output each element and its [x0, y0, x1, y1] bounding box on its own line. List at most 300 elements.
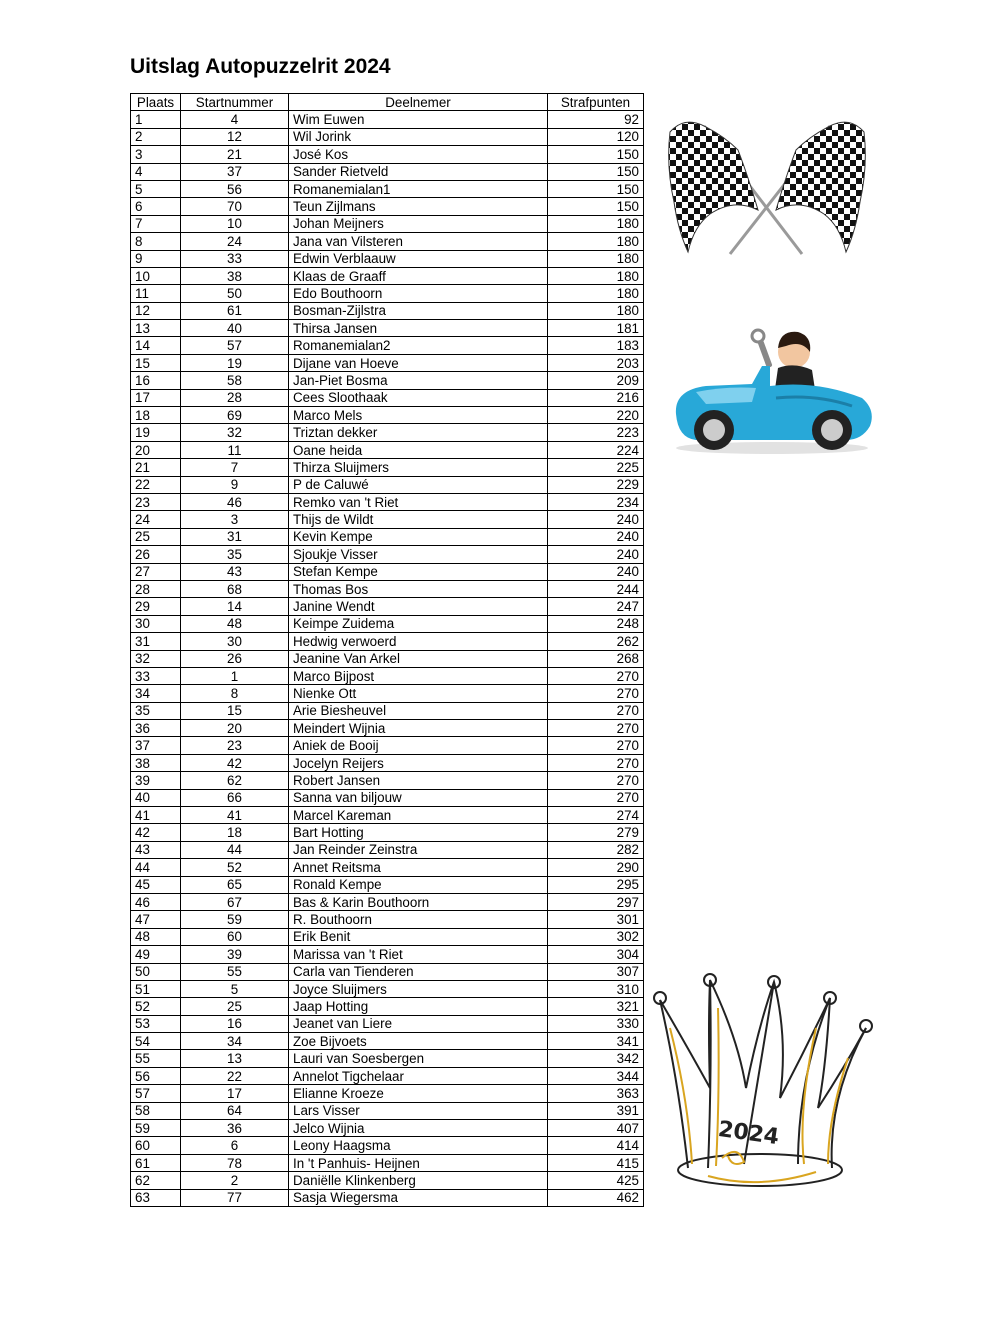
cell-plaats: 56	[131, 1067, 181, 1084]
table-row	[131, 580, 644, 597]
cell-plaats: 32	[131, 650, 181, 667]
cell-startnummer: 59	[181, 911, 289, 928]
table-row	[131, 389, 644, 406]
cell-strafpunten: 307	[548, 963, 644, 980]
table-row	[131, 1189, 644, 1206]
cell-deelnemer: Jan Reinder Zeinstra	[289, 841, 548, 858]
cell-plaats: 50	[131, 963, 181, 980]
cell-plaats: 45	[131, 876, 181, 893]
cell-strafpunten: 270	[548, 754, 644, 771]
cell-plaats: 15	[131, 354, 181, 371]
table-row	[131, 1102, 644, 1119]
cell-plaats: 55	[131, 1050, 181, 1067]
table-row	[131, 163, 644, 180]
cell-plaats: 58	[131, 1102, 181, 1119]
cell-startnummer: 21	[181, 146, 289, 163]
cell-strafpunten: 274	[548, 807, 644, 824]
cell-deelnemer: Thirsa Jansen	[289, 320, 548, 337]
cell-plaats: 9	[131, 250, 181, 267]
cell-plaats: 13	[131, 320, 181, 337]
cell-plaats: 18	[131, 407, 181, 424]
cell-deelnemer: Marissa van 't Riet	[289, 946, 548, 963]
cell-plaats: 54	[131, 1033, 181, 1050]
cell-plaats: 25	[131, 528, 181, 545]
table-row	[131, 946, 644, 963]
cell-startnummer: 64	[181, 1102, 289, 1119]
table-row	[131, 876, 644, 893]
table-row	[131, 372, 644, 389]
cell-plaats: 4	[131, 163, 181, 180]
cell-deelnemer: Jeanet van Liere	[289, 1015, 548, 1032]
cell-strafpunten: 330	[548, 1015, 644, 1032]
cell-deelnemer: Zoe Bijvoets	[289, 1033, 548, 1050]
cartoon-car-driver-icon	[666, 318, 878, 458]
cell-deelnemer: Cees Sloothaak	[289, 389, 548, 406]
cell-deelnemer: Jan-Piet Bosma	[289, 372, 548, 389]
cell-strafpunten: 150	[548, 180, 644, 197]
results-table	[130, 93, 644, 1207]
cell-startnummer: 57	[181, 337, 289, 354]
cell-strafpunten: 234	[548, 493, 644, 510]
cell-startnummer: 37	[181, 163, 289, 180]
cell-plaats: 43	[131, 841, 181, 858]
cell-strafpunten: 225	[548, 459, 644, 476]
cell-deelnemer: Oane heida	[289, 441, 548, 458]
table-row	[131, 424, 644, 441]
cell-deelnemer: Carla van Tienderen	[289, 963, 548, 980]
cell-plaats: 34	[131, 685, 181, 702]
table-row	[131, 528, 644, 545]
cell-startnummer: 3	[181, 511, 289, 528]
table-row	[131, 1033, 644, 1050]
cell-strafpunten: 150	[548, 198, 644, 215]
table-row	[131, 198, 644, 215]
cell-startnummer: 8	[181, 685, 289, 702]
cell-strafpunten: 391	[548, 1102, 644, 1119]
cell-deelnemer: José Kos	[289, 146, 548, 163]
cell-strafpunten: 407	[548, 1120, 644, 1137]
cell-plaats: 5	[131, 180, 181, 197]
cell-startnummer: 2	[181, 1172, 289, 1189]
cell-deelnemer: P de Caluwé	[289, 476, 548, 493]
cell-startnummer: 7	[181, 459, 289, 476]
cell-plaats: 47	[131, 911, 181, 928]
cell-startnummer: 70	[181, 198, 289, 215]
cell-plaats: 40	[131, 789, 181, 806]
cell-strafpunten: 240	[548, 546, 644, 563]
cell-startnummer: 19	[181, 354, 289, 371]
cell-deelnemer: Klaas de Graaff	[289, 267, 548, 284]
cell-strafpunten: 270	[548, 737, 644, 754]
table-row	[131, 720, 644, 737]
table-row	[131, 407, 644, 424]
cell-startnummer: 50	[181, 285, 289, 302]
cell-strafpunten: 301	[548, 911, 644, 928]
cell-strafpunten: 342	[548, 1050, 644, 1067]
cell-plaats: 63	[131, 1189, 181, 1206]
cell-startnummer: 10	[181, 215, 289, 232]
cell-strafpunten: 310	[548, 980, 644, 997]
cell-plaats: 41	[131, 807, 181, 824]
cell-deelnemer: Teun Zijlmans	[289, 198, 548, 215]
table-row	[131, 215, 644, 232]
cell-deelnemer: Dijane van Hoeve	[289, 354, 548, 371]
cell-strafpunten: 297	[548, 893, 644, 910]
cell-plaats: 35	[131, 702, 181, 719]
table-row	[131, 824, 644, 841]
cell-strafpunten: 180	[548, 302, 644, 319]
cell-deelnemer: Joyce Sluijmers	[289, 980, 548, 997]
table-row	[131, 893, 644, 910]
table-row	[131, 493, 644, 510]
cell-strafpunten: 268	[548, 650, 644, 667]
cell-plaats: 51	[131, 980, 181, 997]
cell-strafpunten: 181	[548, 320, 644, 337]
cell-deelnemer: Edwin Verblaauw	[289, 250, 548, 267]
table-row	[131, 1172, 644, 1189]
cell-strafpunten: 270	[548, 667, 644, 684]
cell-strafpunten: 425	[548, 1172, 644, 1189]
cell-plaats: 39	[131, 772, 181, 789]
cell-deelnemer: Daniëlle Klinkenberg	[289, 1172, 548, 1189]
cell-strafpunten: 414	[548, 1137, 644, 1154]
table-row	[131, 267, 644, 284]
cell-plaats: 42	[131, 824, 181, 841]
cell-startnummer: 20	[181, 720, 289, 737]
column-header-plaats: Plaats	[131, 94, 181, 111]
cell-deelnemer: Annet Reitsma	[289, 859, 548, 876]
table-row	[131, 128, 644, 145]
cell-plaats: 46	[131, 893, 181, 910]
cell-deelnemer: Wil Jorink	[289, 128, 548, 145]
cell-deelnemer: Annelot Tigchelaar	[289, 1067, 548, 1084]
cell-plaats: 27	[131, 563, 181, 580]
cell-strafpunten: 262	[548, 633, 644, 650]
cell-plaats: 59	[131, 1120, 181, 1137]
cell-startnummer: 11	[181, 441, 289, 458]
cell-startnummer: 18	[181, 824, 289, 841]
cell-startnummer: 28	[181, 389, 289, 406]
cell-deelnemer: Marco Bijpost	[289, 667, 548, 684]
cell-strafpunten: 229	[548, 476, 644, 493]
table-row	[131, 511, 644, 528]
page-title: Uitslag Autopuzzelrit 2024	[130, 55, 391, 78]
cell-deelnemer: Arie Biesheuvel	[289, 702, 548, 719]
cell-plaats: 53	[131, 1015, 181, 1032]
cell-strafpunten: 248	[548, 615, 644, 632]
cell-strafpunten: 462	[548, 1189, 644, 1206]
cell-strafpunten: 415	[548, 1154, 644, 1171]
table-row	[131, 650, 644, 667]
cell-startnummer: 13	[181, 1050, 289, 1067]
cell-startnummer: 38	[181, 267, 289, 284]
cell-startnummer: 36	[181, 1120, 289, 1137]
table-row	[131, 911, 644, 928]
cell-startnummer: 41	[181, 807, 289, 824]
table-row	[131, 1137, 644, 1154]
cell-strafpunten: 302	[548, 928, 644, 945]
table-row	[131, 1154, 644, 1171]
table-row	[131, 180, 644, 197]
cell-strafpunten: 180	[548, 267, 644, 284]
cell-strafpunten: 240	[548, 511, 644, 528]
cell-strafpunten: 180	[548, 215, 644, 232]
table-row	[131, 928, 644, 945]
cell-strafpunten: 295	[548, 876, 644, 893]
cell-plaats: 14	[131, 337, 181, 354]
cell-deelnemer: In 't Panhuis- Heijnen	[289, 1154, 548, 1171]
cell-startnummer: 52	[181, 859, 289, 876]
cell-plaats: 31	[131, 633, 181, 650]
cell-deelnemer: Jocelyn Reijers	[289, 754, 548, 771]
cell-plaats: 36	[131, 720, 181, 737]
cell-startnummer: 61	[181, 302, 289, 319]
cell-deelnemer: Sjoukje Visser	[289, 546, 548, 563]
cell-startnummer: 23	[181, 737, 289, 754]
table-row	[131, 633, 644, 650]
cell-deelnemer: Triztan dekker	[289, 424, 548, 441]
cell-deelnemer: Hedwig verwoerd	[289, 633, 548, 650]
cell-deelnemer: Thirza Sluijmers	[289, 459, 548, 476]
cell-strafpunten: 223	[548, 424, 644, 441]
results-body	[131, 111, 644, 1207]
cell-strafpunten: 92	[548, 111, 644, 128]
table-row	[131, 1015, 644, 1032]
cell-deelnemer: Johan Meijners	[289, 215, 548, 232]
cell-startnummer: 78	[181, 1154, 289, 1171]
cell-startnummer: 1	[181, 667, 289, 684]
cell-startnummer: 22	[181, 1067, 289, 1084]
cell-plaats: 60	[131, 1137, 181, 1154]
table-row	[131, 789, 644, 806]
cell-deelnemer: Nienke Ott	[289, 685, 548, 702]
table-row	[131, 459, 644, 476]
cell-startnummer: 24	[181, 233, 289, 250]
cell-strafpunten: 282	[548, 841, 644, 858]
cell-deelnemer: Edo Bouthoorn	[289, 285, 548, 302]
cell-strafpunten: 290	[548, 859, 644, 876]
cell-startnummer: 35	[181, 546, 289, 563]
cell-deelnemer: Elianne Kroeze	[289, 1085, 548, 1102]
crown-icon	[648, 968, 878, 1200]
table-row	[131, 250, 644, 267]
cell-strafpunten: 180	[548, 250, 644, 267]
cell-strafpunten: 270	[548, 702, 644, 719]
cell-deelnemer: Stefan Kempe	[289, 563, 548, 580]
column-header-startnummer: Startnummer	[181, 94, 289, 111]
table-row	[131, 563, 644, 580]
cell-deelnemer: Wim Euwen	[289, 111, 548, 128]
cell-deelnemer: Thomas Bos	[289, 580, 548, 597]
cell-startnummer: 34	[181, 1033, 289, 1050]
cell-strafpunten: 150	[548, 163, 644, 180]
cell-plaats: 23	[131, 493, 181, 510]
table-row	[131, 285, 644, 302]
cell-strafpunten: 203	[548, 354, 644, 371]
cell-startnummer: 32	[181, 424, 289, 441]
cell-deelnemer: Sanna van biljouw	[289, 789, 548, 806]
table-header-row	[131, 94, 644, 111]
cell-startnummer: 5	[181, 980, 289, 997]
cell-startnummer: 46	[181, 493, 289, 510]
cell-startnummer: 14	[181, 598, 289, 615]
cell-deelnemer: Lars Visser	[289, 1102, 548, 1119]
cell-startnummer: 69	[181, 407, 289, 424]
cell-deelnemer: Bas & Karin Bouthoorn	[289, 893, 548, 910]
cell-strafpunten: 270	[548, 772, 644, 789]
cell-strafpunten: 220	[548, 407, 644, 424]
cell-plaats: 38	[131, 754, 181, 771]
cell-plaats: 52	[131, 998, 181, 1015]
cell-strafpunten: 180	[548, 285, 644, 302]
cell-plaats: 48	[131, 928, 181, 945]
cell-strafpunten: 279	[548, 824, 644, 841]
cell-plaats: 8	[131, 233, 181, 250]
cell-deelnemer: Aniek de Booij	[289, 737, 548, 754]
cell-deelnemer: Lauri van Soesbergen	[289, 1050, 548, 1067]
table-row	[131, 667, 644, 684]
cell-plaats: 62	[131, 1172, 181, 1189]
cell-plaats: 44	[131, 859, 181, 876]
cell-startnummer: 31	[181, 528, 289, 545]
cell-startnummer: 44	[181, 841, 289, 858]
cell-plaats: 37	[131, 737, 181, 754]
cell-plaats: 29	[131, 598, 181, 615]
cell-strafpunten: 270	[548, 720, 644, 737]
cell-plaats: 16	[131, 372, 181, 389]
cell-strafpunten: 270	[548, 685, 644, 702]
cell-startnummer: 55	[181, 963, 289, 980]
cell-startnummer: 15	[181, 702, 289, 719]
cell-strafpunten: 120	[548, 128, 644, 145]
cell-plaats: 17	[131, 389, 181, 406]
cell-startnummer: 62	[181, 772, 289, 789]
cell-plaats: 2	[131, 128, 181, 145]
cell-plaats: 11	[131, 285, 181, 302]
cell-deelnemer: Jaap Hotting	[289, 998, 548, 1015]
cell-startnummer: 33	[181, 250, 289, 267]
cell-deelnemer: Sander Rietveld	[289, 163, 548, 180]
table-row	[131, 302, 644, 319]
cell-startnummer: 77	[181, 1189, 289, 1206]
cell-startnummer: 60	[181, 928, 289, 945]
cell-strafpunten: 183	[548, 337, 644, 354]
cell-strafpunten: 209	[548, 372, 644, 389]
cell-deelnemer: Jana van Vilsteren	[289, 233, 548, 250]
table-row	[131, 476, 644, 493]
cell-plaats: 22	[131, 476, 181, 493]
cell-plaats: 49	[131, 946, 181, 963]
cell-strafpunten: 244	[548, 580, 644, 597]
cell-plaats: 57	[131, 1085, 181, 1102]
cell-strafpunten: 224	[548, 441, 644, 458]
cell-startnummer: 30	[181, 633, 289, 650]
cell-plaats: 1	[131, 111, 181, 128]
cell-startnummer: 6	[181, 1137, 289, 1154]
table-row	[131, 146, 644, 163]
cell-startnummer: 43	[181, 563, 289, 580]
table-row	[131, 546, 644, 563]
cell-plaats: 10	[131, 267, 181, 284]
table-row	[131, 754, 644, 771]
cell-strafpunten: 180	[548, 233, 644, 250]
table-row	[131, 859, 644, 876]
cell-plaats: 19	[131, 424, 181, 441]
cell-plaats: 6	[131, 198, 181, 215]
cell-strafpunten: 216	[548, 389, 644, 406]
cell-strafpunten: 341	[548, 1033, 644, 1050]
cell-deelnemer: Erik Benit	[289, 928, 548, 945]
table-row	[131, 980, 644, 997]
cell-startnummer: 4	[181, 111, 289, 128]
table-row	[131, 441, 644, 458]
cell-plaats: 33	[131, 667, 181, 684]
cell-startnummer: 9	[181, 476, 289, 493]
cell-deelnemer: Bart Hotting	[289, 824, 548, 841]
table-row	[131, 354, 644, 371]
cell-strafpunten: 240	[548, 528, 644, 545]
cell-deelnemer: Marcel Kareman	[289, 807, 548, 824]
table-row	[131, 807, 644, 824]
cell-plaats: 61	[131, 1154, 181, 1171]
cell-plaats: 26	[131, 546, 181, 563]
cell-strafpunten: 240	[548, 563, 644, 580]
cell-startnummer: 39	[181, 946, 289, 963]
cell-deelnemer: Remko van 't Riet	[289, 493, 548, 510]
cell-strafpunten: 270	[548, 789, 644, 806]
cell-plaats: 7	[131, 215, 181, 232]
cell-plaats: 20	[131, 441, 181, 458]
cell-deelnemer: Jeanine Van Arkel	[289, 650, 548, 667]
cell-deelnemer: Romanemialan1	[289, 180, 548, 197]
cell-plaats: 21	[131, 459, 181, 476]
crown-year-label: 2024	[716, 1116, 781, 1151]
cell-deelnemer: R. Bouthoorn	[289, 911, 548, 928]
cell-deelnemer: Janine Wendt	[289, 598, 548, 615]
table-row	[131, 615, 644, 632]
table-row	[131, 233, 644, 250]
cell-startnummer: 56	[181, 180, 289, 197]
table-row	[131, 841, 644, 858]
cell-plaats: 28	[131, 580, 181, 597]
cell-deelnemer: Thijs de Wildt	[289, 511, 548, 528]
column-header-deelnemer: Deelnemer	[289, 94, 548, 111]
cell-startnummer: 12	[181, 128, 289, 145]
cell-startnummer: 26	[181, 650, 289, 667]
cell-strafpunten: 363	[548, 1085, 644, 1102]
cell-startnummer: 68	[181, 580, 289, 597]
table-row	[131, 702, 644, 719]
cell-strafpunten: 304	[548, 946, 644, 963]
table-row	[131, 998, 644, 1015]
cell-deelnemer: Robert Jansen	[289, 772, 548, 789]
cell-deelnemer: Romanemialan2	[289, 337, 548, 354]
cell-plaats: 12	[131, 302, 181, 319]
table-row	[131, 963, 644, 980]
cell-startnummer: 48	[181, 615, 289, 632]
cell-deelnemer: Leony Haagsma	[289, 1137, 548, 1154]
checkered-flags-icon	[664, 106, 870, 260]
cell-startnummer: 16	[181, 1015, 289, 1032]
cell-plaats: 24	[131, 511, 181, 528]
cell-startnummer: 25	[181, 998, 289, 1015]
table-row	[131, 320, 644, 337]
cell-deelnemer: Jelco Wijnia	[289, 1120, 548, 1137]
cell-strafpunten: 247	[548, 598, 644, 615]
table-row	[131, 1085, 644, 1102]
table-row	[131, 685, 644, 702]
cell-startnummer: 17	[181, 1085, 289, 1102]
